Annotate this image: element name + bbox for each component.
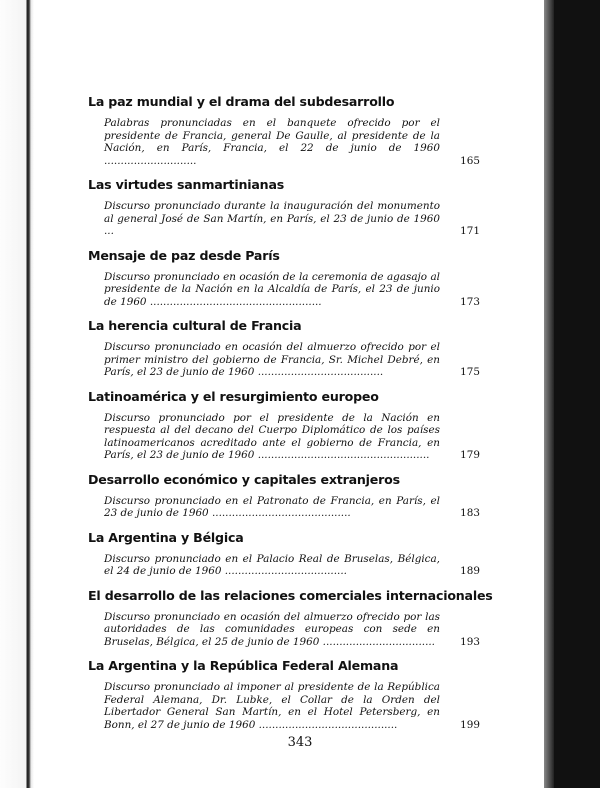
entry-description xyxy=(104,200,480,238)
entry-description-text: Discurso pronunciado en el Patronato de Francia, en París, el 23 de junio de 1960 .......................................... xyxy=(104,494,440,519)
entry-title: La Argentina y la República Federal Alemana xyxy=(88,658,399,673)
toc-entry xyxy=(88,318,480,379)
entry-page-number: 183 xyxy=(460,507,480,519)
entry-description xyxy=(104,553,480,578)
entry-description-text: Discurso pronunciado por el presidente de la Nación en respuesta al del decano del Cuerpo Diplomático de los países latinoamericanos acreditado ante el gobierno de Francia, en París, el 23 de junio de 1960 .................................................... xyxy=(104,411,440,461)
entry-title: Latinoamérica y el resurgimiento europeo xyxy=(88,388,379,404)
scan-shadow-edge xyxy=(544,0,600,788)
page-folio-number: 343 xyxy=(287,735,313,750)
entry-description xyxy=(104,117,480,167)
entry-description xyxy=(104,681,480,731)
entry-description xyxy=(104,412,480,462)
entry-title: Las virtudes sanmartinianas xyxy=(88,177,285,192)
entry-page-number: 171 xyxy=(460,225,480,237)
entry-description-text: Discurso pronunciado en ocasión del almuerzo ofrecido por el primer ministro del gobierno de Francia, Sr. Michel Debré, en París, el 23 de junio de 1960 ...................................... xyxy=(104,341,440,378)
entry-page-number: 175 xyxy=(460,366,480,378)
entry-title: La paz mundial y el drama del subdesarrollo xyxy=(88,94,395,109)
toc-entry xyxy=(88,248,480,309)
entry-page-number: 189 xyxy=(460,565,480,577)
binding-edge xyxy=(0,0,34,788)
entry-description xyxy=(104,611,480,649)
entry-title: La Argentina y Bélgica xyxy=(88,529,244,545)
table-of-contents xyxy=(88,94,493,741)
toc-entry xyxy=(88,177,480,238)
entry-description xyxy=(104,341,480,379)
entry-page-number: 199 xyxy=(460,718,480,731)
entry-title: El desarrollo de las relaciones comerciales internacionales xyxy=(88,587,493,603)
toc-entry xyxy=(88,587,493,649)
toc-entry xyxy=(88,389,480,462)
toc-entry xyxy=(88,530,480,578)
entry-description-text: Discurso pronunciado en el Palacio Real de Bruselas, Bélgica, el 24 de junio de 1960 ..................................... xyxy=(104,552,440,577)
entry-description xyxy=(104,495,480,520)
toc-entry xyxy=(88,658,480,731)
entry-page-number: 173 xyxy=(460,295,480,308)
toc-entry xyxy=(88,94,480,167)
entry-description-text: Discurso pronunciado al imponer al presidente de la República Federal Alemana, Dr. Lubke, el Collar de la Orden del Libertador General San Martín, en el Hotel Petersberg, en Bonn, el 27 de junio de 1960 .......................................... xyxy=(104,681,440,731)
entry-description-text: Palabras pronunciadas en el banquete ofrecido por el presidente de Francia, general De Gaulle, al presidente de la Nación, en París, Francia, el 22 de junio de 1960 ............................ xyxy=(104,117,440,167)
entry-description-text: Discurso pronunciado durante la inauguración del monumento al general José de San Martín, en París, el 23 de junio de 1960 ... xyxy=(104,200,440,237)
entry-page-number: 165 xyxy=(460,154,480,167)
entry-page-number: 193 xyxy=(460,635,480,648)
entry-description xyxy=(104,271,480,309)
entry-title: La herencia cultural de Francia xyxy=(88,318,302,333)
entry-title: Mensaje de paz desde París xyxy=(88,247,280,263)
toc-entry xyxy=(88,472,480,520)
entry-title: Desarrollo económico y capitales extranjeros xyxy=(88,471,400,487)
entry-description-text: Discurso pronunciado en ocasión del almuerzo ofrecido por las autoridades de las comunidades europeas con sede en Bruselas, Bélgica, el 25 de junio de 1960 .................................. xyxy=(104,610,440,648)
entry-page-number: 179 xyxy=(460,449,480,461)
entry-description-text: Discurso pronunciado en ocasión de la ceremonia de agasajo al presidente de la Nación en la Alcaldía de París, el 23 de junio de 1960 .................................................... xyxy=(104,270,440,308)
